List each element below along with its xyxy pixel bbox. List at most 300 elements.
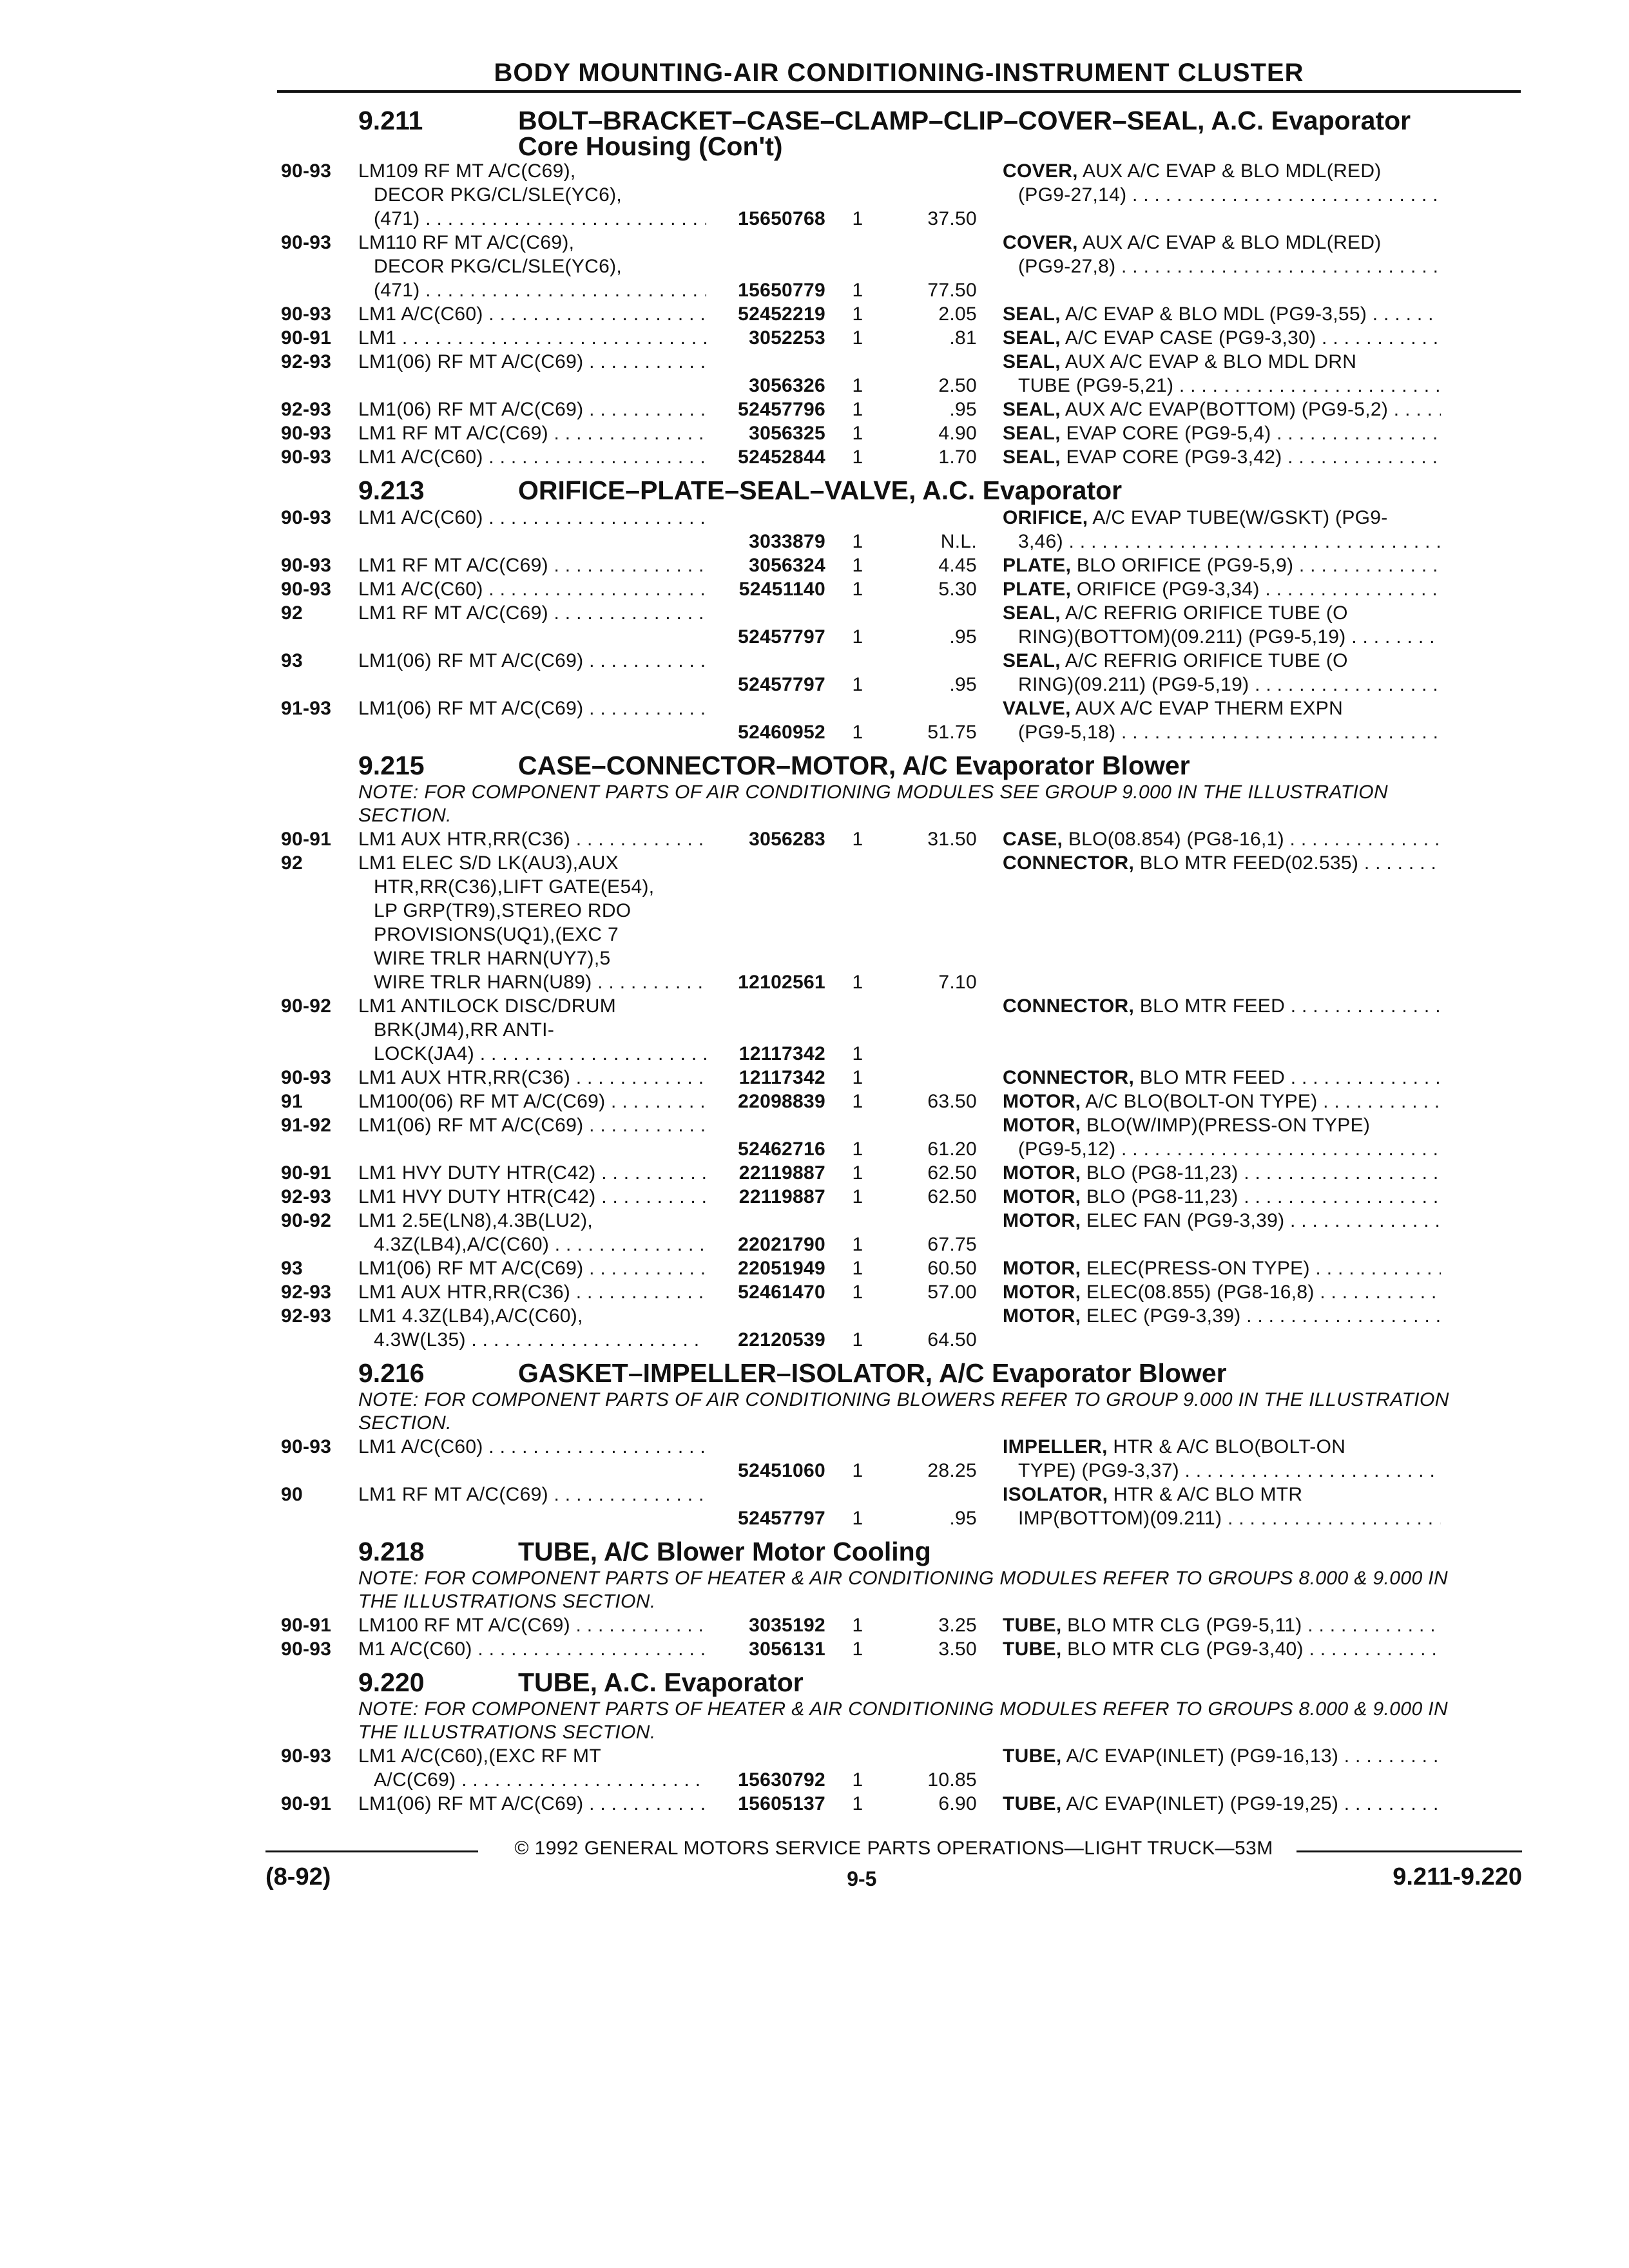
section-title xyxy=(518,477,1505,503)
part-name xyxy=(977,1113,1441,1161)
copyright-notice: © 1992 GENERAL MOTORS SERVICE PARTS OPERATIONS—LIGHT TRUCK—53M xyxy=(514,1838,1273,1859)
quantity: 1 xyxy=(852,303,863,325)
part-row xyxy=(281,649,1505,697)
model-years: 90-93 xyxy=(281,507,332,528)
part-name-text: EVAP CORE (PG9-5,4) xyxy=(1066,423,1271,444)
part-number: 3052253 xyxy=(749,327,825,349)
description-line: LM1 A/C(C60) . . . xyxy=(358,506,706,530)
description-line: LM1 AUX HTR,RR(C36) . . . xyxy=(358,827,706,851)
section-heading xyxy=(281,476,1505,506)
description-line: LM1(06) RF MT A/C(C69) . . . xyxy=(358,398,706,421)
description-line: LOCK(JA4) . . . xyxy=(358,1042,706,1066)
price: 57.00 xyxy=(927,1282,977,1303)
section-note: NOTE: FOR COMPONENT PARTS OF AIR CONDITIONING MODULES SEE GROUP 9.000 IN THE ILLUSTRATION SECTION. xyxy=(358,782,1389,826)
description-line: LM1 . . . xyxy=(358,326,706,350)
description-line: 4.3W(L35) . . . xyxy=(358,1328,706,1352)
description-line: LM100 RF MT A/C(C69) . . . xyxy=(358,1613,706,1637)
application-description xyxy=(358,1435,706,1483)
model-years: 90-93 xyxy=(281,232,332,253)
part-number: 52461470 xyxy=(738,1282,825,1303)
quantity: 1 xyxy=(852,1329,863,1350)
part-name-line xyxy=(1003,1066,1441,1090)
part-name xyxy=(977,398,1441,421)
part-name-line xyxy=(1003,231,1441,255)
quantity: 1 xyxy=(852,1615,863,1636)
quantity: 1 xyxy=(852,1460,863,1481)
part-name-text: HTR & A/C BLO MTR xyxy=(1113,1484,1303,1505)
part-name xyxy=(977,1637,1441,1661)
model-years: 90-91 xyxy=(281,327,332,349)
section-title-line: CASE–CONNECTOR–MOTOR, A/C Evaporator Blower xyxy=(518,751,1190,780)
part-name-text: ELEC(PRESS-ON TYPE) xyxy=(1086,1258,1310,1279)
part-number: 52457797 xyxy=(738,674,825,695)
description-line: M1 A/C(C60) . . . xyxy=(358,1637,706,1661)
price: .95 xyxy=(949,399,977,420)
part-number: 15650779 xyxy=(738,280,825,301)
quantity: 1 xyxy=(852,1282,863,1303)
quantity: 1 xyxy=(852,1067,863,1088)
part-row xyxy=(281,827,1505,851)
application-description xyxy=(358,231,706,302)
part-noun: MOTOR, xyxy=(1003,1091,1081,1112)
part-noun: TUBE, xyxy=(1003,1615,1062,1636)
part-name xyxy=(977,231,1441,302)
quantity: 1 xyxy=(852,1043,863,1064)
part-name xyxy=(977,827,1441,851)
application-description xyxy=(358,1637,706,1661)
description-line: LM1(06) RF MT A/C(C69) . . . xyxy=(358,1792,706,1816)
description-line: LM1 AUX HTR,RR(C36) . . . xyxy=(358,1066,706,1090)
part-row xyxy=(281,1090,1505,1113)
part-row xyxy=(281,577,1505,601)
description-line: LP GRP(TR9),STEREO RDO xyxy=(374,900,631,921)
quantity: 1 xyxy=(852,972,863,993)
part-name xyxy=(977,1066,1441,1090)
part-row xyxy=(281,1792,1505,1816)
part-number: 52452844 xyxy=(738,447,825,468)
part-row xyxy=(281,231,1505,302)
section-title xyxy=(518,1539,1505,1564)
quantity: 1 xyxy=(852,1091,863,1112)
price: 62.50 xyxy=(927,1162,977,1184)
description-line: DECOR PKG/CL/SLE(YC6), xyxy=(374,256,622,277)
application-description xyxy=(358,649,706,697)
description-line: LM1 A/C(C60) . . . xyxy=(358,1435,706,1459)
description-line: LM1 RF MT A/C(C69) . . . xyxy=(358,1483,706,1506)
part-row xyxy=(281,1613,1505,1637)
part-name xyxy=(977,601,1441,649)
part-name-text: A/C REFRIG ORIFICE TUBE (O xyxy=(1065,650,1348,671)
model-years: 90-93 xyxy=(281,160,332,182)
quantity: 1 xyxy=(852,1162,863,1184)
part-number: 3056326 xyxy=(749,375,825,396)
quantity: 1 xyxy=(852,1639,863,1660)
part-name-text: BLO (PG8-11,23) xyxy=(1086,1186,1239,1207)
description-line: LM1(06) RF MT A/C(C69) . . . xyxy=(358,1256,706,1280)
part-name-text: A/C BLO(BOLT-ON TYPE) xyxy=(1085,1091,1318,1112)
application-description xyxy=(358,1280,706,1304)
price: .95 xyxy=(949,674,977,695)
price: 60.50 xyxy=(927,1258,977,1279)
part-name xyxy=(977,326,1441,350)
part-noun: SEAL, xyxy=(1003,602,1061,624)
part-name-line xyxy=(1003,1113,1441,1137)
application-description xyxy=(358,1113,706,1161)
application-description xyxy=(358,1483,706,1530)
section-number: 9.220 xyxy=(358,1667,425,1697)
part-name-text: AUX A/C EVAP & BLO MDL DRN xyxy=(1065,351,1357,372)
description-line: A/C(C69) . . . xyxy=(358,1768,706,1792)
part-row xyxy=(281,553,1505,577)
part-row xyxy=(281,994,1505,1066)
part-name xyxy=(977,1744,1441,1792)
quantity: 1 xyxy=(852,674,863,695)
part-noun: CASE, xyxy=(1003,829,1063,850)
description-line: LM1 4.3Z(LB4),A/C(C60), xyxy=(358,1305,583,1327)
price: 2.50 xyxy=(938,375,977,396)
part-row xyxy=(281,1185,1505,1209)
model-years: 90-93 xyxy=(281,1745,332,1767)
part-number: 12102561 xyxy=(738,972,825,993)
part-name-text: AUX A/C EVAP(BOTTOM) (PG9-5,2) xyxy=(1065,399,1389,420)
part-name-line xyxy=(1003,302,1441,326)
part-name xyxy=(977,1304,1441,1352)
part-name-line: (PG9-27,8) . . . xyxy=(1003,255,1441,278)
part-name xyxy=(977,649,1441,697)
quantity: 1 xyxy=(852,1139,863,1160)
part-name xyxy=(977,994,1441,1066)
part-noun: TUBE, xyxy=(1003,1745,1062,1767)
part-noun: ORIFICE, xyxy=(1003,507,1088,528)
price: 4.45 xyxy=(938,555,977,576)
section-range: 9.211-9.220 xyxy=(1393,1863,1522,1890)
part-number: 15605137 xyxy=(738,1793,825,1814)
price: 3.25 xyxy=(938,1615,977,1636)
part-name xyxy=(977,1161,1441,1185)
page-header xyxy=(277,48,1521,93)
application-description xyxy=(358,421,706,445)
part-name-line xyxy=(1003,649,1441,673)
part-row xyxy=(281,1113,1505,1161)
description-line: LM1(06) RF MT A/C(C69) . . . xyxy=(358,350,706,374)
application-description xyxy=(358,1256,706,1280)
part-noun: SEAL, xyxy=(1003,447,1061,468)
part-noun: ISOLATOR, xyxy=(1003,1484,1108,1505)
part-name xyxy=(977,1792,1441,1816)
part-name-line: TYPE) (PG9-3,37) . . . xyxy=(1003,1459,1441,1483)
part-noun: TUBE, xyxy=(1003,1639,1062,1660)
price: 63.50 xyxy=(927,1091,977,1112)
section-title xyxy=(518,1360,1505,1386)
part-name-line: IMP(BOTTOM)(09.211) . . . xyxy=(1003,1506,1441,1530)
description-line: LM1 A/C(C60),(EXC RF MT xyxy=(358,1745,601,1767)
part-name-line xyxy=(1003,1792,1441,1816)
part-number: 15650768 xyxy=(738,208,825,229)
part-noun: TUBE, xyxy=(1003,1793,1062,1814)
section-note: NOTE: FOR COMPONENT PARTS OF HEATER & AIR CONDITIONING MODULES REFER TO GROUPS 8.000 & 9.000 IN THE ILLUSTRATIONS SECTION. xyxy=(358,1698,1449,1743)
application-description xyxy=(358,601,706,649)
model-years: 90-93 xyxy=(281,423,332,444)
part-name-line xyxy=(1003,601,1441,625)
model-years: 92-93 xyxy=(281,399,332,420)
part-noun: SEAL, xyxy=(1003,423,1061,444)
part-name xyxy=(977,577,1441,601)
part-name-line: RING)(BOTTOM)(09.211) (PG9-5,19) . . . xyxy=(1003,625,1441,649)
quantity: 1 xyxy=(852,447,863,468)
quantity: 1 xyxy=(852,327,863,349)
part-row xyxy=(281,851,1505,994)
part-name-text: A/C EVAP TUBE(W/GSKT) (PG9- xyxy=(1092,507,1388,528)
model-years: 92 xyxy=(281,602,303,624)
description-line: (471) . . . xyxy=(358,278,706,302)
page-number: 9-5 xyxy=(847,1867,877,1890)
part-name-line xyxy=(1003,506,1441,530)
part-name-text: ELEC (PG9-3,39) xyxy=(1086,1305,1241,1327)
part-name-line: (PG9-5,12) . . . xyxy=(1003,1137,1441,1161)
price: 3.50 xyxy=(938,1639,977,1660)
section-number: 9.211 xyxy=(358,106,423,135)
description-line: 4.3Z(LB4),A/C(C60) . . . xyxy=(358,1233,706,1256)
part-name-line: 3,46) . . . xyxy=(1003,530,1441,553)
part-name xyxy=(977,1613,1441,1637)
part-number: 52460952 xyxy=(738,722,825,743)
part-noun: MOTOR, xyxy=(1003,1186,1081,1207)
part-name-line: RING)(09.211) (PG9-5,19) . . . xyxy=(1003,673,1441,697)
page-title: BODY MOUNTING-AIR CONDITIONING-INSTRUMENT CLUSTER xyxy=(494,59,1304,87)
part-name-line xyxy=(1003,1209,1441,1233)
model-years: 90-93 xyxy=(281,579,332,600)
application-description xyxy=(358,398,706,421)
price: 67.75 xyxy=(927,1234,977,1255)
part-name xyxy=(977,506,1441,553)
part-name-text: AUX A/C EVAP & BLO MDL(RED) xyxy=(1082,160,1382,182)
part-name-text: BLO MTR CLG (PG9-5,11) xyxy=(1067,1615,1302,1636)
section-heading xyxy=(281,1667,1505,1698)
part-row xyxy=(281,697,1505,744)
description-line: LM109 RF MT A/C(C69), xyxy=(358,160,576,182)
part-noun: COVER, xyxy=(1003,232,1078,253)
quantity: 1 xyxy=(852,626,863,648)
application-description xyxy=(358,159,706,231)
model-years: 90-91 xyxy=(281,1162,332,1184)
part-name-text: BLO(W/IMP)(PRESS-ON TYPE) xyxy=(1086,1115,1371,1136)
price: 77.50 xyxy=(927,280,977,301)
part-noun: MOTOR, xyxy=(1003,1282,1081,1303)
part-noun: SEAL, xyxy=(1003,327,1061,349)
application-description xyxy=(358,553,706,577)
part-name xyxy=(977,421,1441,445)
price: 61.20 xyxy=(927,1139,977,1160)
part-number: 3056131 xyxy=(749,1639,825,1660)
part-name-text: BLO(08.854) (PG8-16,1) xyxy=(1068,829,1284,850)
page-footer xyxy=(265,1835,1522,1891)
description-line: LM1(06) RF MT A/C(C69) . . . xyxy=(358,1113,706,1137)
application-description xyxy=(358,851,706,994)
part-noun: VALVE, xyxy=(1003,698,1071,719)
quantity: 1 xyxy=(852,280,863,301)
model-years: 90-93 xyxy=(281,1436,332,1457)
part-noun: SEAL, xyxy=(1003,351,1061,372)
part-name-line xyxy=(1003,1744,1441,1768)
part-name xyxy=(977,553,1441,577)
part-row xyxy=(281,1066,1505,1090)
part-number: 3056325 xyxy=(749,423,825,444)
application-description xyxy=(358,350,706,398)
part-name xyxy=(977,697,1441,744)
description-line: LM1 RF MT A/C(C69) . . . xyxy=(358,601,706,625)
part-name-line xyxy=(1003,697,1441,720)
model-years: 92-93 xyxy=(281,351,332,372)
model-years: 90 xyxy=(281,1484,303,1505)
part-number: 22051949 xyxy=(738,1258,825,1279)
model-years: 92-93 xyxy=(281,1282,332,1303)
part-row xyxy=(281,1435,1505,1483)
part-noun: MOTOR, xyxy=(1003,1305,1081,1327)
application-description xyxy=(358,1066,706,1090)
part-noun: CONNECTOR, xyxy=(1003,1067,1135,1088)
model-years: 91-93 xyxy=(281,698,332,719)
section-title xyxy=(518,108,1505,159)
description-line: DECOR PKG/CL/SLE(YC6), xyxy=(374,184,622,206)
model-years: 90-93 xyxy=(281,1067,332,1088)
application-description xyxy=(358,1613,706,1637)
application-description xyxy=(358,506,706,553)
quantity: 1 xyxy=(852,722,863,743)
model-years: 90-93 xyxy=(281,303,332,325)
part-name-text: BLO MTR CLG (PG9-3,40) xyxy=(1067,1639,1304,1660)
model-years: 90-91 xyxy=(281,1615,332,1636)
part-noun: MOTOR, xyxy=(1003,1115,1081,1136)
description-line: PROVISIONS(UQ1),(EXC 7 xyxy=(374,924,619,945)
part-noun: MOTOR, xyxy=(1003,1162,1081,1184)
part-row xyxy=(281,326,1505,350)
section-title xyxy=(518,753,1505,778)
part-name-text: ELEC FAN (PG9-3,39) xyxy=(1086,1210,1285,1231)
price: .95 xyxy=(949,1508,977,1529)
section-title-line: TUBE, A/C Blower Motor Cooling xyxy=(518,1537,931,1566)
price: N.L. xyxy=(940,531,977,552)
section-title-line: Core Housing (Con't) xyxy=(518,131,783,161)
part-name xyxy=(977,851,1441,994)
part-name-line xyxy=(1003,1090,1441,1113)
application-description xyxy=(358,302,706,326)
application-description xyxy=(358,994,706,1066)
part-name xyxy=(977,1185,1441,1209)
price: 7.10 xyxy=(938,972,977,993)
description-line: WIRE TRLR HARN(U89) . . . xyxy=(358,970,706,994)
part-number: 52457797 xyxy=(738,1508,825,1529)
part-name-text: A/C EVAP(INLET) (PG9-19,25) xyxy=(1066,1793,1339,1814)
part-name-text: ORIFICE (PG9-3,34) xyxy=(1076,579,1260,600)
description-line: LM1 HVY DUTY HTR(C42) . . . xyxy=(358,1185,706,1209)
application-description xyxy=(358,1792,706,1816)
part-number: 52452219 xyxy=(738,303,825,325)
part-noun: SEAL, xyxy=(1003,303,1061,325)
model-years: 90-91 xyxy=(281,1793,332,1814)
part-noun: SEAL, xyxy=(1003,650,1061,671)
part-number: 12117342 xyxy=(738,1067,825,1088)
part-name-line xyxy=(1003,1435,1441,1459)
part-name-text: ELEC(08.855) (PG8-16,8) xyxy=(1086,1282,1315,1303)
price: 2.05 xyxy=(938,303,977,325)
part-name-line xyxy=(1003,577,1441,601)
part-row xyxy=(281,1744,1505,1792)
part-name-text: BLO ORIFICE (PG9-5,9) xyxy=(1076,555,1294,576)
part-name-line: (PG9-27,14) . . . xyxy=(1003,183,1441,207)
part-name-text: BLO MTR FEED xyxy=(1139,995,1286,1017)
part-number: 22119887 xyxy=(738,1162,825,1184)
part-row xyxy=(281,302,1505,326)
section-title-line: BOLT–BRACKET–CASE–CLAMP–CLIP–COVER–SEAL, A.C. Evaporator xyxy=(518,106,1411,135)
part-name-line xyxy=(1003,159,1441,183)
part-number: 3056324 xyxy=(749,555,825,576)
model-years: 91-92 xyxy=(281,1115,332,1136)
part-row xyxy=(281,1256,1505,1280)
part-row xyxy=(281,1161,1505,1185)
description-line: LM1 ELEC S/D LK(AU3),AUX xyxy=(358,852,619,874)
part-row xyxy=(281,445,1505,469)
price: .81 xyxy=(949,327,977,349)
model-years: 92-93 xyxy=(281,1186,332,1207)
model-years: 92 xyxy=(281,852,303,874)
model-years: 90-91 xyxy=(281,829,332,850)
part-name-text: A/C EVAP CASE (PG9-3,30) xyxy=(1065,327,1316,349)
quantity: 1 xyxy=(852,1508,863,1529)
part-noun: CONNECTOR, xyxy=(1003,852,1135,874)
application-description xyxy=(358,445,706,469)
part-row xyxy=(281,159,1505,231)
application-description xyxy=(358,827,706,851)
part-name-line xyxy=(1003,421,1441,445)
part-row xyxy=(281,1483,1505,1530)
part-row xyxy=(281,1637,1505,1661)
part-number: 22119887 xyxy=(738,1186,825,1207)
part-name-line xyxy=(1003,827,1441,851)
description-line: LM1 A/C(C60) . . . xyxy=(358,445,706,469)
model-years: 90-93 xyxy=(281,447,332,468)
price: 4.90 xyxy=(938,423,977,444)
description-line: LM1 2.5E(LN8),4.3B(LU2), xyxy=(358,1210,593,1231)
price: 28.25 xyxy=(927,1460,977,1481)
part-noun: COVER, xyxy=(1003,160,1078,182)
quantity: 1 xyxy=(852,1769,863,1791)
part-name xyxy=(977,1090,1441,1113)
quantity: 1 xyxy=(852,579,863,600)
description-line: LM1 RF MT A/C(C69) . . . xyxy=(358,553,706,577)
part-name-line: TUBE (PG9-5,21) . . . xyxy=(1003,374,1441,398)
price: 64.50 xyxy=(927,1329,977,1350)
part-name-line xyxy=(1003,326,1441,350)
part-name-line xyxy=(1003,994,1441,1018)
description-line: LM100(06) RF MT A/C(C69) . . . xyxy=(358,1090,706,1113)
part-name-text: A/C EVAP(INLET) (PG9-16,13) xyxy=(1066,1745,1339,1767)
part-name-text: A/C REFRIG ORIFICE TUBE (O xyxy=(1065,602,1348,624)
description-line: LM1(06) RF MT A/C(C69) . . . xyxy=(358,649,706,673)
part-name-line: (PG9-5,18) . . . xyxy=(1003,720,1441,744)
quantity: 1 xyxy=(852,1186,863,1207)
part-name-text: BLO MTR FEED(02.535) xyxy=(1139,852,1359,874)
quantity: 1 xyxy=(852,1258,863,1279)
part-name-line xyxy=(1003,1613,1441,1637)
description-line: LM1 AUX HTR,RR(C36) . . . xyxy=(358,1280,706,1304)
model-years: 91 xyxy=(281,1091,303,1112)
price: 31.50 xyxy=(927,829,977,850)
part-noun: MOTOR, xyxy=(1003,1258,1081,1279)
model-years: 90-92 xyxy=(281,995,332,1017)
section-heading xyxy=(281,751,1505,781)
section-number: 9.216 xyxy=(358,1358,425,1388)
description-line: LM1 A/C(C60) . . . xyxy=(358,577,706,601)
